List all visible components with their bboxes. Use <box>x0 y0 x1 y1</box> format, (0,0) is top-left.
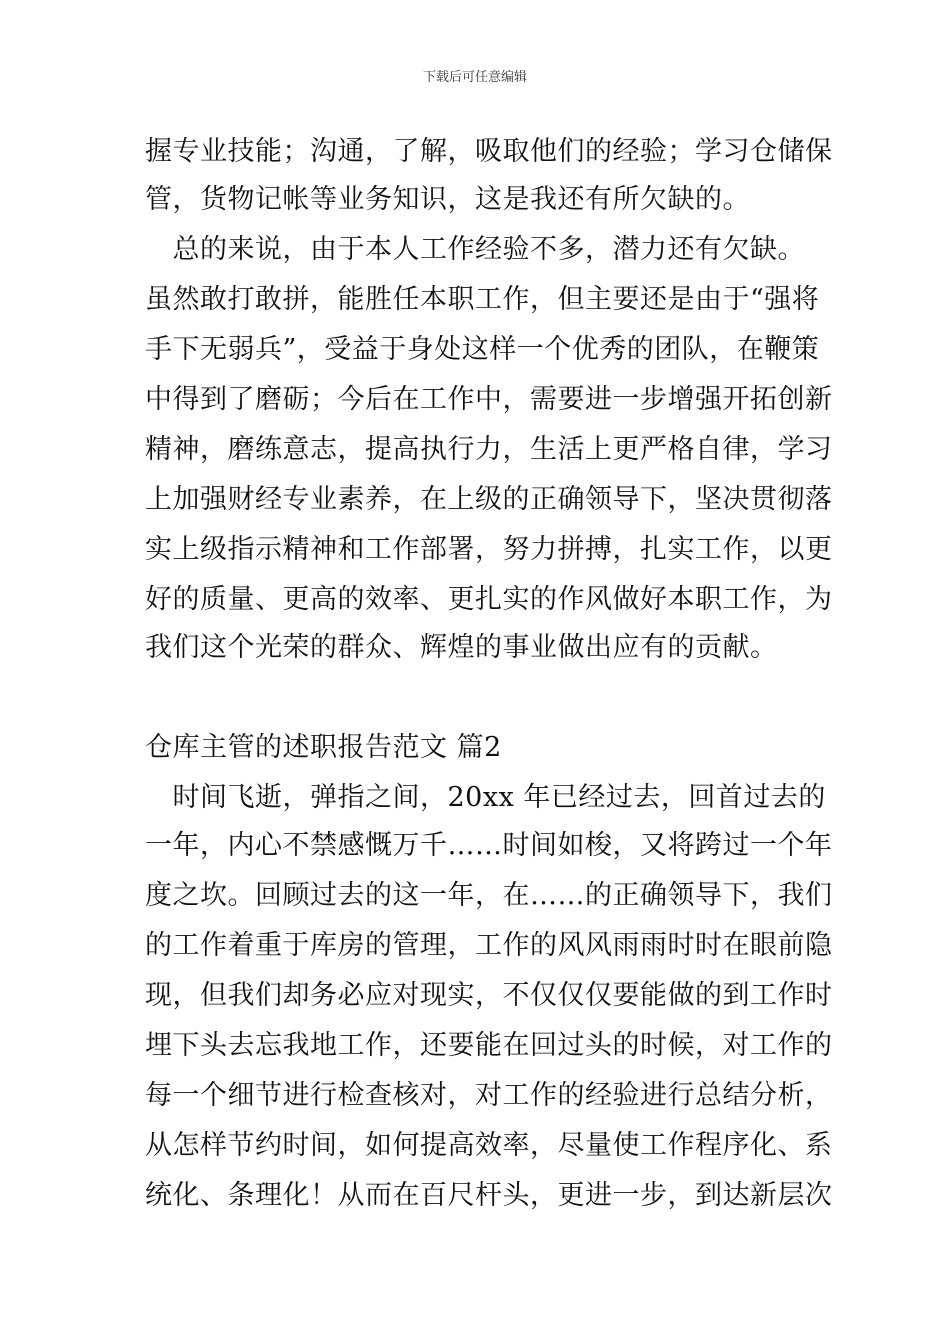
paragraph-line: 每一个细节进行检查核对，对工作的经验进行总结分析， <box>145 1080 833 1111</box>
paragraph-line: 一年，内心不禁感慨万千……时间如梭，又将跨过一个年 <box>145 830 833 861</box>
paragraph-line: 的工作着重于库房的管理，工作的风风雨雨时时在眼前隐 <box>145 930 833 961</box>
paragraph-line: 我们这个光荣的群众、辉煌的事业做出应有的贡献。 <box>145 632 778 663</box>
paragraph-line: 管，货物记帐等业务知识，这是我还有所欠缺的。 <box>145 184 750 215</box>
paragraph-line: 现，但我们却务必应对现实，不仅仅仅要能做的到工作时 <box>145 980 833 1011</box>
paragraph-line: 中得到了磨砺；今后在工作中，需要进一步增强开拓创新 <box>145 384 833 415</box>
paragraph-line: 实上级指示精神和工作部署，努力拼搏，扎实工作，以更 <box>145 534 833 565</box>
section-title: 仓库主管的述职报告范文 篇2 <box>145 732 502 763</box>
paragraph-line: 精神，磨练意志，提高执行力，生活上更严格自律，学习 <box>145 434 833 465</box>
paragraph-line: 统化、条理化！从而在百尺杆头，更进一步，到达新层次 <box>145 1180 833 1211</box>
paragraph-line: 总的来说，由于本人工作经验不多，潜力还有欠缺。 <box>145 234 805 265</box>
paragraph-line: 埋下头去忘我地工作，还要能在回过头的时候，对工作的 <box>145 1030 833 1061</box>
paragraph-line: 握专业技能；沟通，了解，吸取他们的经验；学习仓储保 <box>145 136 833 167</box>
header-note: 下载后可任意编辑 <box>422 70 527 85</box>
paragraph-line: 时间飞逝，弹指之间，20xx 年已经过去，回首过去的 <box>145 782 826 813</box>
paragraph-line: 好的质量、更高的效率、更扎实的作风做好本职工作，为 <box>145 584 833 615</box>
paragraph-line: 虽然敢打敢拼，能胜任本职工作，但主要还是由于“强将 <box>145 284 820 315</box>
paragraph-line: 度之坎。回顾过去的这一年，在……的正确领导下，我们 <box>145 880 833 911</box>
paragraph-line: 上加强财经专业素养，在上级的正确领导下，坚决贯彻落 <box>145 484 833 515</box>
paragraph-line: 从怎样节约时间，如何提高效率，尽量使工作程序化、系 <box>145 1130 833 1161</box>
paragraph-line: 手下无弱兵”，受益于身处这样一个优秀的团队，在鞭策 <box>145 334 820 365</box>
